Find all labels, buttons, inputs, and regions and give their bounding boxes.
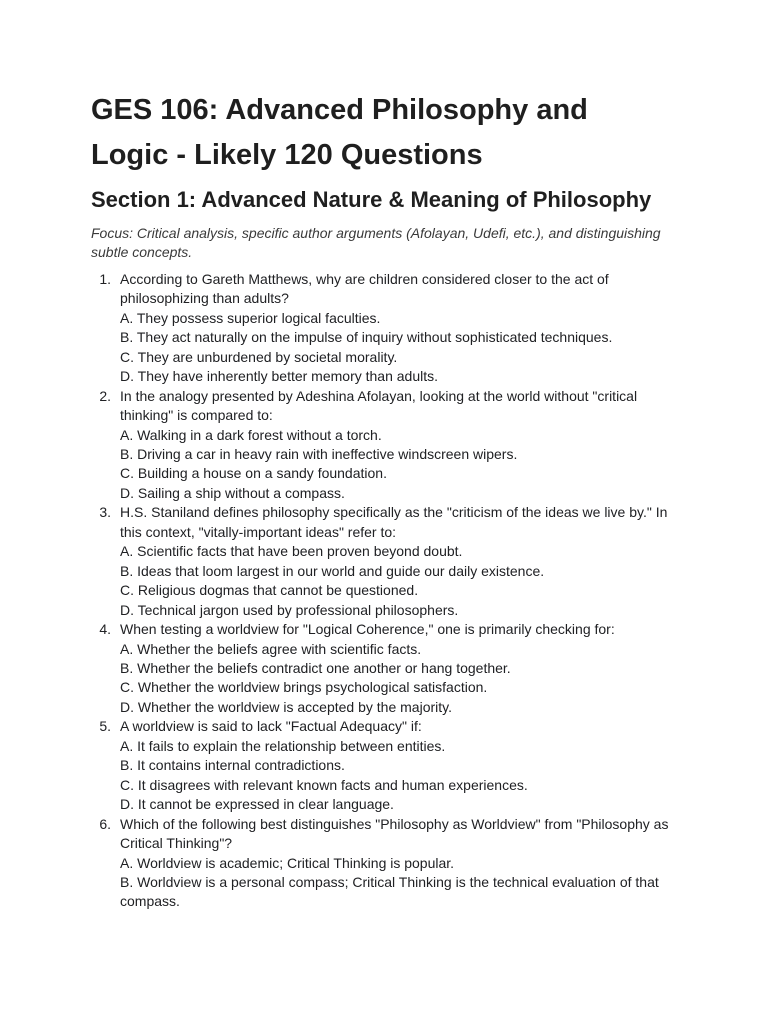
- question-body: [120, 815, 682, 912]
- answer-option: A. Whether the beliefs agree with scientific facts.: [120, 640, 422, 657]
- answer-option: D. Whether the worldview is accepted by the majority.: [120, 698, 452, 715]
- answer-option: A. Worldview is academic; Critical Thinking is popular.: [120, 854, 455, 871]
- question-number: 5.: [99, 718, 111, 735]
- document-title: GES 106: Advanced Philosophy and Logic - Likely 120 Questions: [91, 94, 588, 171]
- question-stem: According to Gareth Matthews, why are children considered closer to the act of philosophizing than adults?: [120, 270, 609, 307]
- question-item: [91, 270, 768, 387]
- answer-option: C. They are unburdened by societal morality.: [120, 348, 398, 365]
- question-body: [120, 620, 682, 717]
- question-item: [91, 717, 768, 814]
- answer-option: C. Religious dogmas that cannot be questioned.: [120, 582, 419, 599]
- question-item: [91, 387, 768, 504]
- answer-option: B. They act naturally on the impulse of inquiry without sophisticated techniques.: [120, 329, 613, 346]
- answer-option: C. Whether the worldview brings psychological satisfaction.: [120, 679, 488, 696]
- section-heading: Section 1: Advanced Nature & Meaning of Philosophy: [91, 187, 652, 212]
- answer-option: D. They have inherently better memory than adults.: [120, 368, 439, 385]
- question-stem: When testing a worldview for "Logical Coherence," one is primarily checking for:: [120, 621, 615, 638]
- answer-option: B. Driving a car in heavy rain with ineffective windscreen wipers.: [120, 445, 518, 462]
- question-number: 1.: [99, 270, 111, 287]
- answer-option: A. Scientific facts that have been proven beyond doubt.: [120, 543, 463, 560]
- question-stem: Which of the following best distinguishes "Philosophy as Worldview" from "Philosophy as Critical Thinking"?: [120, 815, 669, 852]
- answer-option: D. Technical jargon used by professional philosophers.: [120, 601, 459, 618]
- answer-option: D. It cannot be expressed in clear language.: [120, 796, 394, 813]
- answer-option: A. They possess superior logical faculties.: [120, 309, 381, 326]
- question-list: [91, 270, 768, 912]
- answer-option: D. Sailing a ship without a compass.: [120, 484, 345, 501]
- question-number: 6.: [99, 815, 111, 832]
- question-number: 3.: [99, 504, 111, 521]
- answer-option: C. Building a house on a sandy foundation.: [120, 465, 387, 482]
- answer-option: C. It disagrees with relevant known facts and human experiences.: [120, 776, 528, 793]
- focus-note: Focus: Critical analysis, specific author arguments (Afolayan, Udefi, etc.), and distinguishing subtle concepts.: [91, 225, 661, 261]
- question-stem: In the analogy presented by Adeshina Afolayan, looking at the world without "critical thinking" is compared to:: [120, 387, 638, 424]
- question-item: [91, 503, 768, 620]
- answer-option: A. It fails to explain the relationship between entities.: [120, 737, 446, 754]
- question-body: [120, 387, 682, 504]
- answer-option: B. Worldview is a personal compass; Critical Thinking is the technical evaluation of that compass.: [120, 873, 659, 910]
- question-body: [120, 503, 682, 620]
- question-body: [120, 717, 682, 814]
- question-item: [91, 815, 768, 912]
- answer-option: A. Walking in a dark forest without a torch.: [120, 426, 382, 443]
- question-body: [120, 270, 682, 387]
- answer-option: B. It contains internal contradictions.: [120, 757, 345, 774]
- answer-option: B. Whether the beliefs contradict one another or hang together.: [120, 659, 511, 676]
- question-number: 2.: [99, 387, 111, 404]
- question-stem: H.S. Staniland defines philosophy specifically as the "criticism of the ideas we live by." In this context, "vitally-important ideas" refer to:: [120, 504, 668, 540]
- question-number: 4.: [99, 621, 111, 638]
- question-item: [91, 620, 768, 717]
- answer-option: B. Ideas that loom largest in our world and guide our daily existence.: [120, 562, 545, 579]
- question-stem: A worldview is said to lack "Factual Adequacy" if:: [120, 718, 422, 735]
